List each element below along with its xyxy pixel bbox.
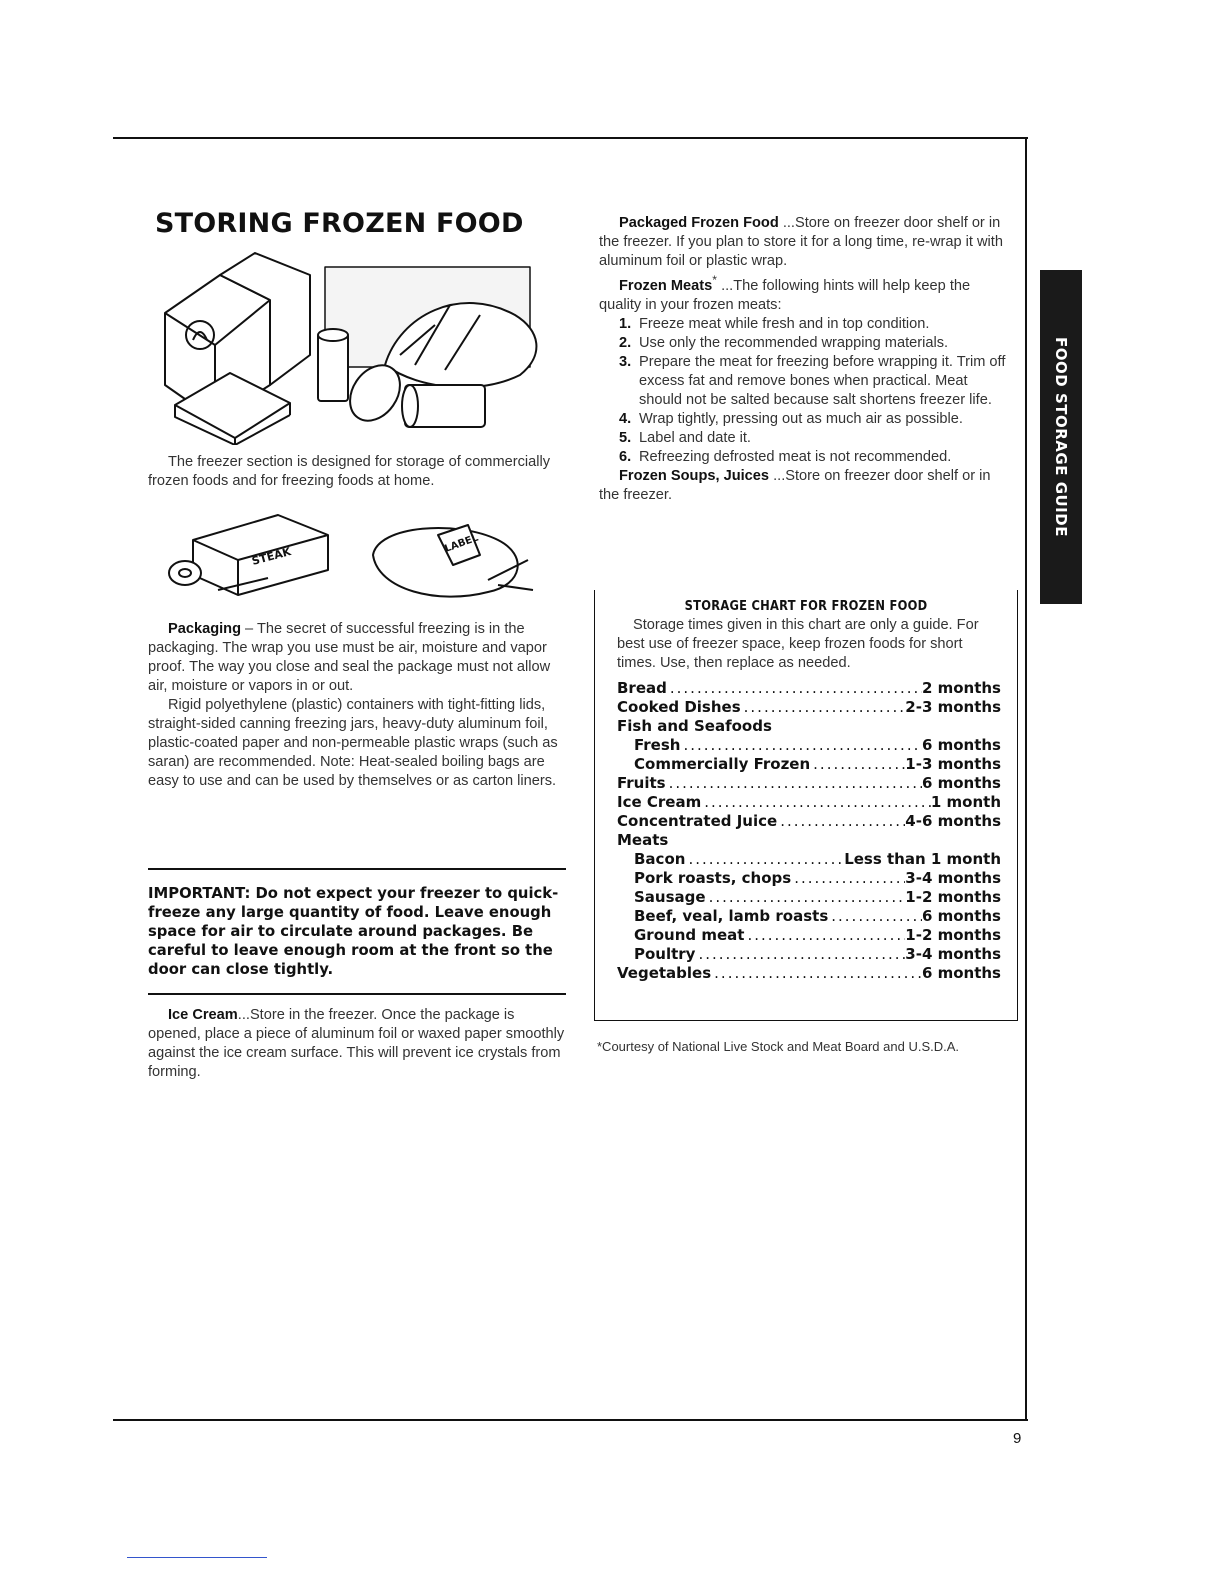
storage-chart-row	[617, 717, 1001, 736]
frozen-meats-footnote-mark: *	[712, 273, 717, 287]
storage-time-value: 6 months	[921, 774, 1001, 792]
side-section-tab	[1040, 270, 1082, 604]
storage-time-value: 3-4 months	[905, 869, 1001, 887]
leader-dots	[810, 755, 905, 774]
storage-time-value: 1-3 months	[905, 755, 1001, 773]
leader-dots	[828, 907, 922, 926]
storage-time-value: Less than 1 month	[844, 850, 1001, 868]
frozen-packages-illustration	[160, 245, 555, 445]
rigid-containers-paragraph: Rigid polyethylene (plastic) containers with tight-fitting lids, straight-sided canning freezing jars, heavy-duty aluminum foil, plastic-coated paper and non-permeable plastic wraps (such as saran) are recommended. Note: Heat-sealed boiling bags are easy to use and can be used by themselves or as carton liners.	[148, 697, 558, 789]
food-item-label: Fish and Seafoods	[617, 717, 772, 735]
food-item-label: Ground meat	[634, 926, 745, 944]
storage-chart-row	[617, 926, 1001, 945]
leader-dots	[666, 774, 922, 793]
meat-hint: 5. Label and date it.	[619, 429, 751, 446]
storage-time-value: 1-2 months	[905, 926, 1001, 944]
leader-dots	[711, 964, 922, 983]
packaged-frozen-food-heading: Packaged Frozen Food	[619, 215, 779, 231]
leader-dots	[791, 869, 905, 888]
packaging-heading: Packaging	[168, 621, 241, 637]
right-column	[599, 214, 1009, 505]
storage-time-value: 1 month	[930, 793, 1001, 811]
leader-dots	[706, 888, 906, 907]
storage-time-value: 2 months	[921, 679, 1001, 697]
frozen-soups-heading: Frozen Soups, Juices	[619, 467, 770, 484]
storage-chart-row	[617, 945, 1001, 964]
page-title: STORING FROZEN FOOD	[155, 208, 524, 239]
leader-dots	[695, 945, 905, 964]
food-item-label: Pork roasts, chops	[634, 869, 792, 887]
food-item-label: Sausage	[634, 888, 706, 906]
storage-time-value: 3-4 months	[905, 945, 1001, 963]
food-item-label: Commercially Frozen	[634, 755, 811, 773]
ice-cream-text: ...Store in the freezer. Once the package is opened, place a piece of aluminum foil or waxed paper smoothly against the ice cream surface. This will prevent ice crystals from forming.	[148, 1007, 565, 1080]
meat-hint: 4. Wrap tightly, pressing out as much air as possible.	[619, 410, 963, 427]
side-tab-label: FOOD STORAGE GUIDE	[1052, 337, 1070, 537]
top-rule	[113, 137, 1028, 139]
packaging-paragraph	[148, 620, 568, 696]
storage-time-value: 6 months	[921, 964, 1001, 982]
page-number: 9	[1013, 1430, 1022, 1447]
frozen-soups-text: ...Store on freezer door shelf or in the freezer.	[599, 467, 991, 503]
meat-hint: 3. Prepare the meat for freezing before wrapping it. Trim off excess fat and remove bones when practical. Meat should not be salted because salt shortens freezer life.	[619, 353, 1006, 408]
storage-chart-row	[617, 850, 1001, 869]
frozen-meats-text: ...The following hints will help keep the quality in your frozen meats:	[599, 277, 971, 313]
meat-hint: 6. Refreezing defrosted meat is not recommended.	[619, 448, 952, 465]
storage-chart-row	[617, 831, 1001, 850]
storage-chart-title: STORAGE CHART FOR FROZEN FOOD	[684, 598, 928, 614]
food-item-label: Fresh	[634, 736, 681, 754]
storage-chart-rows	[617, 679, 1001, 983]
leader-dots	[777, 812, 905, 831]
frozen-soups-paragraph	[599, 467, 1009, 505]
courtesy-footnote: *Courtesy of National Live Stock and Meat Board and U.S.D.A.	[597, 1039, 960, 1054]
leader-dots	[701, 793, 931, 812]
meat-hint: 1. Freeze meat while fresh and in top condition.	[619, 315, 930, 332]
label-tag-text: LABEL	[443, 532, 480, 555]
leader-dots	[680, 736, 921, 755]
packaging-text: – The secret of successful freezing is in the packaging. The wrap you use must be air, moisture and vapor proof. The way you close and seal the package must not allow air, moisture or vapors in or out.	[148, 621, 551, 694]
food-item-label: Concentrated Juice	[617, 812, 778, 830]
food-item-label: Beef, veal, lamb roasts	[634, 907, 829, 925]
food-item-label: Cooked Dishes	[617, 698, 741, 716]
food-item-label: Meats	[617, 831, 669, 849]
storage-chart-row	[617, 869, 1001, 888]
meat-hint: 2. Use only the recommended wrapping materials.	[619, 334, 949, 351]
leader-dots	[685, 850, 844, 869]
storage-chart-row	[617, 736, 1001, 755]
frozen-meats-paragraph	[599, 271, 1009, 315]
storage-chart-row	[617, 679, 1001, 698]
frozen-meats-heading: Frozen Meats	[619, 277, 713, 294]
ice-cream-heading: Ice Cream	[168, 1007, 238, 1023]
food-item-label: Bread	[617, 679, 667, 697]
important-notice: IMPORTANT: Do not expect your freezer to quick-freeze any large quantity of food. Leave enough space for air to circulate around packages. Be careful to leave enough room at the front so the door can close tightly.	[148, 868, 566, 995]
right-rule	[1025, 137, 1027, 1420]
storage-time-value: 1-2 months	[905, 888, 1001, 906]
steak-label-text: STEAK	[250, 544, 293, 568]
storage-chart-row	[617, 698, 1001, 717]
storage-time-value: 4-6 months	[905, 812, 1001, 830]
ice-cream-paragraph	[148, 1006, 568, 1082]
packaged-frozen-food-paragraph	[599, 214, 1009, 271]
intro-paragraph: The freezer section is designed for storage of commercially frozen foods and for freezing foods at home.	[148, 454, 551, 489]
storage-chart-row	[617, 964, 1001, 983]
packaged-frozen-food-text: ...Store on freezer door shelf or in the freezer. If you plan to store it for a long time, re-wrap it with aluminum foil or plastic wrap.	[599, 215, 1003, 269]
storage-chart-row	[617, 888, 1001, 907]
food-item-label: Bacon	[634, 850, 686, 868]
bottom-rule	[113, 1419, 1028, 1421]
leader-dots	[744, 926, 905, 945]
storage-chart-row	[617, 774, 1001, 793]
food-item-label: Ice Cream	[617, 793, 702, 811]
leader-dots	[741, 698, 906, 717]
wrapping-materials-illustration	[168, 510, 548, 610]
meat-hints-list	[599, 315, 1009, 467]
food-item-label: Poultry	[634, 945, 696, 963]
leader-dots	[667, 679, 922, 698]
storage-time-value: 6 months	[921, 736, 1001, 754]
storage-chart-row	[617, 907, 1001, 926]
storage-chart-row	[617, 812, 1001, 831]
storage-chart-row	[617, 755, 1001, 774]
storage-time-value: 2-3 months	[905, 698, 1001, 716]
food-item-label: Vegetables	[617, 964, 712, 982]
storage-chart-box	[594, 590, 1018, 1021]
food-item-label: Fruits	[617, 774, 666, 792]
storage-chart-row	[617, 793, 1001, 812]
footer-underline	[127, 1557, 267, 1558]
storage-time-value: 6 months	[921, 907, 1001, 925]
storage-chart-intro: Storage times given in this chart are only a guide. For best use of freezer space, keep frozen foods for short times. Use, then replace as needed.	[617, 617, 979, 671]
